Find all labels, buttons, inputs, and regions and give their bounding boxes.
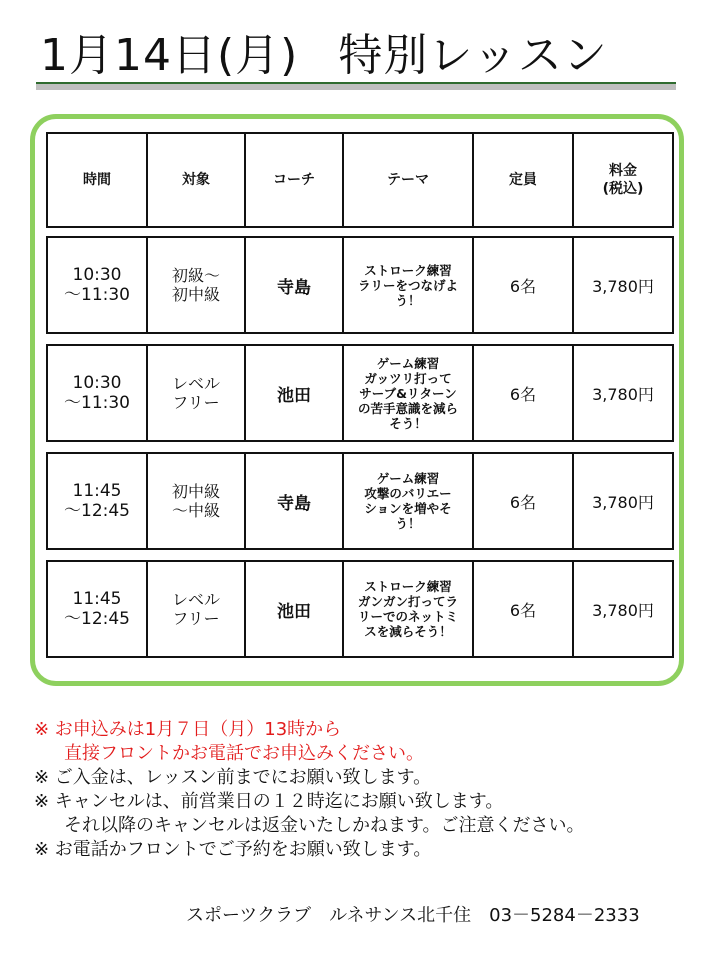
theme-line: ガンガン打ってラ [357, 594, 458, 609]
theme-line: ストローク練習 [364, 262, 452, 278]
lesson-coach: 池田 [244, 560, 344, 658]
footer-contact [186, 904, 640, 928]
target-line: ～中級 [171, 501, 220, 520]
target-line: レベル [171, 590, 220, 609]
lesson-time [46, 344, 148, 442]
time-start: 10:30 [72, 265, 122, 285]
lesson-target [146, 236, 246, 334]
lesson-capacity: 6名 [472, 452, 574, 550]
time-end: ～11:30 [64, 393, 130, 413]
notice-cancel: ※ キャンセルは、前営業日の１２時迄にお願い致します。 [34, 791, 504, 812]
club-name: スポーツクラブ ルネサンス北千住 [186, 905, 472, 926]
header-fee-label: 料金 [609, 163, 637, 179]
time-end: ～11:30 [64, 285, 130, 305]
lesson-fee: 3,780円 [572, 236, 674, 334]
theme-line: う！ [395, 516, 421, 531]
lesson-coach: 池田 [244, 344, 344, 442]
lesson-fee: 3,780円 [572, 452, 674, 550]
header-time: 時間 [46, 132, 148, 228]
notice-application: ※ お申込みは1月７日（月）13時から [34, 719, 342, 740]
theme-line: サーブ&リターン [359, 385, 457, 401]
target-line: レベル [171, 374, 220, 393]
time-start: 11:45 [72, 481, 122, 501]
theme-line: スを減らそう！ [364, 624, 452, 639]
lesson-coach: 寺島 [244, 452, 344, 550]
header-capacity: 定員 [472, 132, 574, 228]
title-underline [36, 82, 676, 90]
header-fee-tax: (税込) [602, 181, 644, 197]
time-end: ～12:45 [64, 609, 130, 629]
theme-line: ストローク練習 [364, 579, 452, 594]
lesson-capacity: 6名 [472, 236, 574, 334]
lesson-theme [342, 560, 474, 658]
notice-application-cont: 直接フロントかお電話でお申込みください。 [64, 743, 424, 764]
time-start: 11:45 [72, 589, 122, 609]
lesson-time [46, 236, 148, 334]
theme-line: そう！ [389, 415, 427, 431]
header-theme: テーマ [342, 132, 474, 228]
theme-line: ションを増やそ [364, 501, 452, 516]
lesson-capacity: 6名 [472, 344, 574, 442]
theme-line: ゲーム練習 [376, 471, 440, 486]
target-line: 初中級 [171, 482, 220, 501]
theme-line: う！ [395, 292, 421, 308]
lesson-capacity: 6名 [472, 560, 574, 658]
lesson-theme [342, 236, 474, 334]
lesson-target [146, 344, 246, 442]
target-line: 初級～ [171, 266, 220, 285]
title-date: 1月14日(月) [40, 30, 299, 81]
notice-payment: ※ ご入金は、レッスン前までにお願い致します。 [34, 767, 432, 788]
lesson-time [46, 560, 148, 658]
target-line: フリー [172, 609, 220, 628]
header-coach: コーチ [244, 132, 344, 228]
phone-number: 03－5284－2333 [489, 905, 640, 926]
lesson-theme [342, 344, 474, 442]
target-line: フリー [172, 393, 220, 412]
header-fee [572, 132, 674, 228]
notice-cancel-cont: それ以降のキャンセルは返金いたしかねます。ご注意ください。 [64, 815, 585, 836]
notice-reservation: ※ お電話かフロントでご予約をお願い致します。 [34, 839, 432, 860]
theme-line: ラリーをつなげよ [357, 277, 458, 293]
theme-line: 攻撃のバリエー [364, 486, 452, 501]
lesson-fee: 3,780円 [572, 344, 674, 442]
lesson-fee: 3,780円 [572, 560, 674, 658]
time-start: 10:30 [72, 373, 122, 393]
lesson-time [46, 452, 148, 550]
page-title [40, 28, 608, 84]
header-target: 対象 [146, 132, 246, 228]
time-end: ～12:45 [64, 501, 130, 521]
notice-section [34, 718, 704, 862]
theme-line: リーでのネットミ [357, 609, 458, 624]
lesson-coach: 寺島 [244, 236, 344, 334]
theme-line: の苦手意識を減ら [357, 400, 458, 416]
target-line: 初中級 [171, 285, 220, 304]
title-event: 特別レッスン [338, 30, 608, 81]
lesson-theme [342, 452, 474, 550]
lesson-target [146, 560, 246, 658]
theme-line: ガッツリ打って [364, 370, 452, 386]
lesson-target [146, 452, 246, 550]
theme-line: ゲーム練習 [376, 355, 440, 371]
